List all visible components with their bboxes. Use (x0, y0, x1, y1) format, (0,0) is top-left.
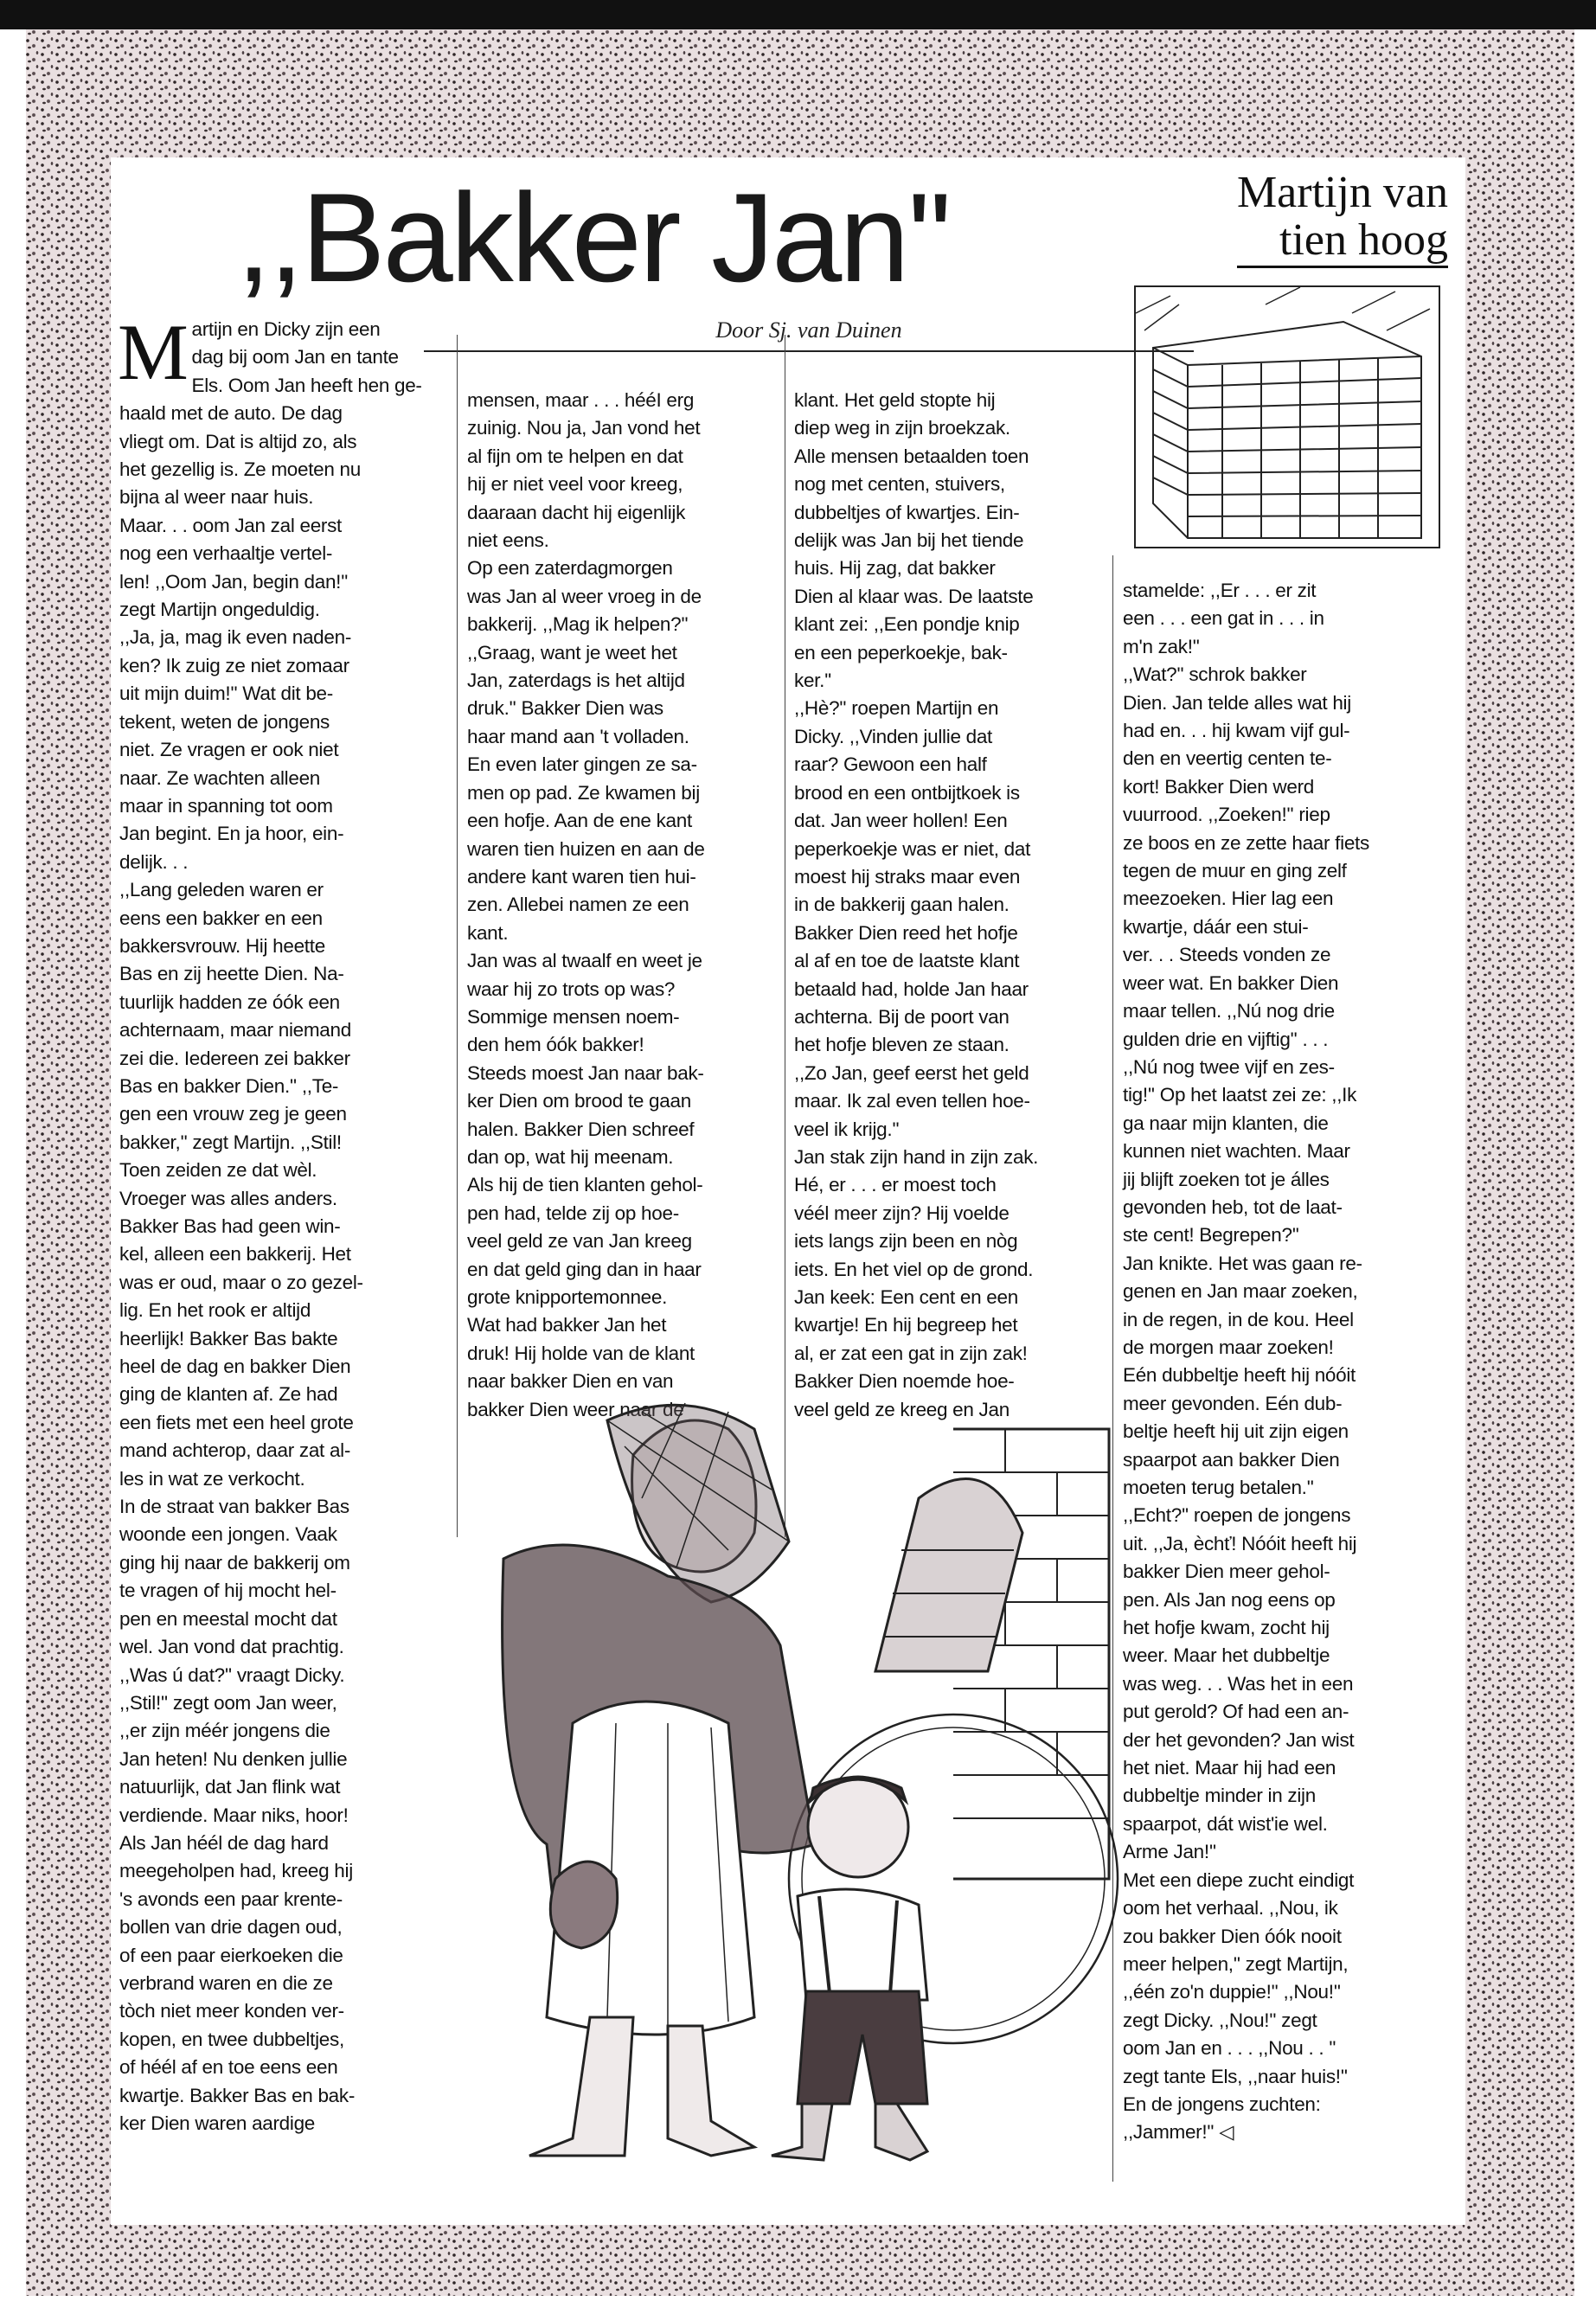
series-title (1237, 170, 1448, 268)
top-scan-edge (0, 0, 1596, 29)
page-title: ,,Bakker Jan'' (236, 167, 951, 308)
series-title-line-2: tien hoog (1237, 217, 1448, 269)
series-title-line-1: Martijn van (1236, 168, 1448, 217)
column-rule-1 (457, 335, 458, 1537)
article-column-2: mensen, maar . . . hééI erg zuinig. Nou ja, Jan vond het al fijn om te helpen en dat hij er niet veel voor kreeg, daaraan dacht hij eigenlijk niet eens. Op een zaterdagmorgen was Jan al weer vroeg in de bakkerij. ,,Mag ik helpen?'' ,,Graag, want je weet het Jan, zaterdags is het altijd druk.'' Bakker Dien was haar mand aan 't volladen. En even later gingen ze sa- men op pad. Ze kwamen bij een hofje. Aan de ene kant waren tien huizen en aan de andere kant waren tien hui- zen. Allebei namen ze een kant. Jan was al twaalf en weet je waar hij zo trots op was? Sommige mensen noem- den hem óók bakker! Steeds moest Jan naar bak- ker Dien om brood te gaan halen. Bakker Dien schreef dan op, wat hij meenam. Als hij de tien klanten gehol- pen had, telde zij op hoe- veel geld ze van Jan kreeg en dat geld ging dan in haar grote knipportemonnee. Wat had bakker Jan het druk! Hij holde van de klant naar bakker Dien en van bakker Dien weer naar de (467, 389, 705, 1420)
leopard-pattern-border (26, 29, 1574, 2296)
drop-cap: M (118, 308, 189, 396)
article-column-1-text: artijn en Dicky zijn een dag bij oom Jan en tante Els. Oom Jan heeft hen ge- haald met de auto. De dag vliegt om. Dat is altijd zo, als het gezellig is. Ze moeten nu bijna al weer naar huis. Maar. . . oom Jan zal eerst nog een verhaaltje vertel- len! ,,Oom Jan, begin dan!'' zegt Martijn ongeduldig. ,,Ja, ja, mag ik even naden- ken? Ik zuig ze niet zomaar uit mijn duim!'' Wat dit be- tekent, weten de jongens niet. Ze vragen er ook niet naar. Ze wachten alleen maar in spanning tot oom Jan begint. En ja hoor, ein- delijk. . . ,,Lang geleden waren er eens een bakker en een bakkersvrouw. Hij heette Bas en zij heette Dien. Na- tuurlijk hadden ze óók een achternaam, maar niemand zei die. Iedereen zei bakker Bas en bakker Dien.'' ,,Te- gen een vrouw zeg je geen bakker,'' zegt Martijn. ,,Stil! Toen zeiden ze dat wèl. Vroeger was alles anders. Bakker Bas had geen win- kel, alleen een bakkerij. Het was er oud, maar o zo gezel- lig. En het rook er altijd heerlijk! Bakker Bas bakte heel de dag en bakker Dien ging de klanten af. Ze had een fiets met een heel grote mand achterop, daar zat al- les in wat ze verkocht. In de straat van bakker Bas woonde een jongen. Vaak ging hij naar de bakkerij om te vragen of hij mocht hel- pen en meestal mocht dat wel. Jan vond dat prachtig. ,,Was ú dat?'' vraagt Dicky. ,,Stil!'' zegt oom Jan weer, ,,er zijn méér jongens die Jan heten! Nu denken jullie natuurlijk, dat Jan flink wat verdiende. Maar niks, hoor! Als Jan héél de dag hard meegeholpen had, kreeg hij 's avonds een paar krente- bollen van drie dagen oud, of een paar eierkoeken die verbrand waren en die ze tòch niet meer konden ver- kopen, en twee dubbeltjes, of héél af en toe eens een kwartje. Bakker Bas en bak- ker Dien waren aardige (119, 318, 422, 2134)
article-column-3: klant. Het geld stopte hij diep weg in zijn broekzak. Alle mensen betaalden toen nog met centen, stuivers, dubbeltjes of kwartjes. Ein- delijk was Jan bij het tiende huis. Hij zag, dat bakker Dien al klaar was. De laatste klant zei: ,,Een pondje knip en een peperkoekje, bak- ker.'' ,,Hè?'' roepen Martijn en Dicky. ,,Vinden jullie dat raar? Gewoon een half brood en een ontbijtkoek is dat. Jan weer hollen! Een peperkoekje was er niet, dat moest hij straks maar even in de bakkerij gaan halen. Bakker Dien reed het hofje al af en toe de laatste klant betaald had, holde Jan haar achterna. Bij de poort van het hofje bleven ze staan. ,,Zo Jan, geef eerst het geld maar. Ik zal even tellen hoe- veel ik krijg.'' Jan stak zijn hand in zijn zak. Hé, er . . . er moest toch véél meer zijn? Hij voelde iets langs zijn been en nòg iets. En het viel op de grond. Jan keek: Een cent en een kwartje! En hij begreep het al, er zat een gat in zijn zak! Bakker Dien noemde hoe- veel geld ze kreeg en Jan (794, 389, 1039, 1420)
article-column-4: stamelde: ,,Er . . . er zit een . . . een gat in . . . in m'n zak!'' ,,Wat?'' schrok bakker Dien. Jan telde alles wat hij had en. . . hij kwam vijf gul- den en veertig centen te- kort! Bakker Dien werd vuurrood. ,,Zoeken!'' riep ze boos en ze zette haar fiets tegen de muur en ging zelf meezoeken. Hier lag een kwartje, dáár een stui- ver. . . Steeds vonden ze weer wat. En bakker Dien maar tellen. ,,Nú nog drie gulden drie en vijftig'' . . . ,,Nú nog twee vijf en zes- tig!'' Op het laatst zei ze: ,,Ik ga naar mijn klanten, die kunnen niet wachten. Maar jij blijft zoeken tot je álles gevonden heb, tot de laat- ste cent! Begrepen?'' Jan knikte. Het was gaan re- genen en Jan maar zoeken, in de regen, in de kou. Heel de morgen maar zoeken! Eén dubbeltje heeft hij nóóit meer gevonden. Eén dub- beltje heeft hij uit zijn eigen spaarpot aan bakker Dien moeten terug betalen.'' ,,Echt?'' roepen de jongens uit. ,,Ja, èchť! Nóóit heeft hij bakker Dien meer gehol- pen. Als Jan nog eens op het hofje kwam, zocht hij weer. Maar het dubbeltje was weg. . . Was het in een put gerold? Of had een an- der het gevonden? Jan wist het niet. Maar hij had een dubbeltje minder in zijn spaarpot, dát wist'ie wel. Arme Jan!'' Met een diepe zucht eindigt oom het verhaal. ,,Nou, ik zou bakker Dien óók nooit meer helpen,'' zegt Martijn, ,,één zo'n duppie!'' ,,Nou!'' zegt Dicky. ,,Nou!'' zegt oom Jan en . . . ,,Nou . . '' zegt tante Els, ,,naar huis!'' En de jongens zuchten: ,,Jammer!'' ◁ (1123, 580, 1369, 2144)
baker-woman-and-boy-illustration (469, 1394, 1118, 2190)
article-column-1 (118, 308, 448, 2219)
byline: Door Sj. van Duinen (424, 317, 1194, 352)
article-page (111, 157, 1465, 2225)
